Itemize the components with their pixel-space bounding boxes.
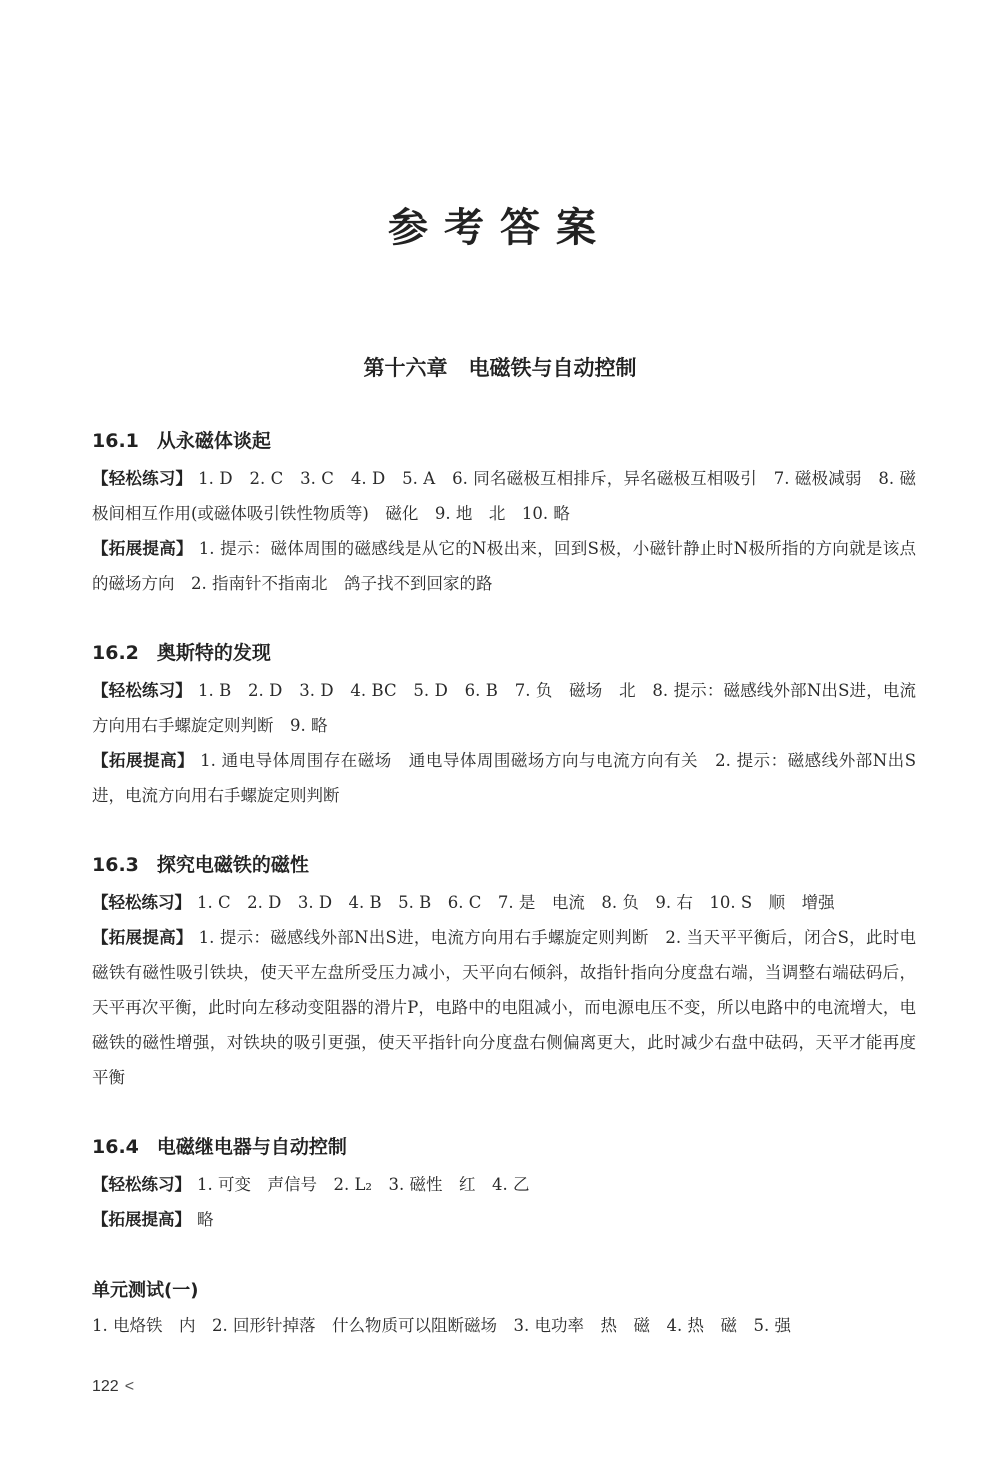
section-heading xyxy=(92,850,916,877)
section-number: 16.2 xyxy=(92,642,139,664)
paragraph-tag: 【拓展提高】 xyxy=(92,928,193,947)
answer-paragraph xyxy=(92,885,916,920)
section-number: 16.3 xyxy=(92,854,139,876)
unit-test-title: 单元测试(一) xyxy=(92,1280,199,1301)
unit-test-answers: 1. 电烙铁 内 2. 回形针掉落 什么物质可以阻断磁场 3. 电功率 热 磁 4. 热 磁 5. 强 xyxy=(92,1316,791,1335)
paragraph-text: 1. 可变 声信号 2. L₂ 3. 磁性 红 4. 乙 xyxy=(197,1175,530,1194)
paragraph-tag: 【轻松练习】 xyxy=(92,1175,191,1194)
paragraph-tag: 【拓展提高】 xyxy=(92,539,193,558)
paragraph-text: 1. 提示：磁感线外部N出S进，电流方向用右手螺旋定则判断 2. 当天平平衡后，闭合S，此时电磁铁有磁性吸引铁块，使天平左盘所受压力减小，天平向右倾斜，故指针指向分度盘右端，当调整右端砝码后，天平再次平衡，此时向左移动变阻器的滑片P，电路中的电阻减小，而电源电压不变，所以电路中的电流增大，电磁铁的磁性增强，对铁块的吸引更强，使天平指针向分度盘右侧偏离更大，此时减少右盘中砝码，天平才能再度平衡 xyxy=(92,928,916,1087)
section-name: 奥斯特的发现 xyxy=(156,642,271,664)
section-name: 从永磁体谈起 xyxy=(156,430,271,452)
section-16-1 xyxy=(92,426,916,601)
section-heading xyxy=(92,426,916,453)
section-number: 16.1 xyxy=(92,430,139,452)
paragraph-tag: 【拓展提高】 xyxy=(92,1210,191,1229)
paragraph-tag: 【拓展提高】 xyxy=(92,751,195,770)
paragraph-text: 1. D 2. C 3. C 4. D 5. A 6. 同名磁极互相排斥，异名磁极互相吸引 7. 磁极减弱 8. 磁极间相互作用(或磁体吸引铁性物质等) 磁化 9. 地 北 10. 略 xyxy=(92,469,917,523)
answer-paragraph xyxy=(92,531,916,601)
paragraph-tag: 【轻松练习】 xyxy=(92,681,192,700)
answer-paragraph xyxy=(92,743,916,813)
answer-paragraph xyxy=(92,1167,916,1202)
paragraph-text: 1. 通电导体周围存在磁场 通电导体周围磁场方向与电流方向有关 2. 提示：磁感线外部N出S进，电流方向用右手螺旋定则判断 xyxy=(92,751,917,805)
page-number xyxy=(92,1378,134,1396)
paragraph-text: 1. 提示：磁体周围的磁感线是从它的N极出来，回到S极，小磁针静止时N极所指的方向就是该点的磁场方向 2. 指南针不指南北 鸽子找不到回家的路 xyxy=(92,539,917,593)
section-heading xyxy=(92,1132,916,1159)
answer-paragraph xyxy=(92,461,916,531)
section-heading xyxy=(92,638,916,665)
page-title: 参考答案 xyxy=(388,204,612,251)
paragraph-tag: 【轻松练习】 xyxy=(92,893,191,912)
paragraph-text: 略 xyxy=(197,1210,214,1229)
section-name: 电磁继电器与自动控制 xyxy=(156,1136,347,1158)
section-16-3 xyxy=(92,850,916,1095)
paragraph-text: 1. B 2. D 3. D 4. BC 5. D 6. B 7. 负 磁场 北 8. 提示：磁感线外部N出S进，电流方向用右手螺旋定则判断 9. 略 xyxy=(92,681,917,735)
page-arrow-icon: < xyxy=(124,1378,135,1395)
answer-paragraph xyxy=(92,673,916,743)
section-16-4 xyxy=(92,1132,916,1237)
chapter-title: 第十六章 电磁铁与自动控制 xyxy=(363,355,637,380)
paragraph-text: 1. C 2. D 3. D 4. B 5. B 6. C 7. 是 电流 8. 负 9. 右 10. S 顺 增强 xyxy=(197,893,835,912)
page-number-value: 122 xyxy=(92,1378,119,1395)
paragraph-tag: 【轻松练习】 xyxy=(92,469,193,488)
section-number: 16.4 xyxy=(92,1136,139,1158)
answer-paragraph xyxy=(92,920,916,1095)
answer-paragraph xyxy=(92,1202,916,1237)
section-16-2 xyxy=(92,638,916,813)
section-name: 探究电磁铁的磁性 xyxy=(156,854,309,876)
